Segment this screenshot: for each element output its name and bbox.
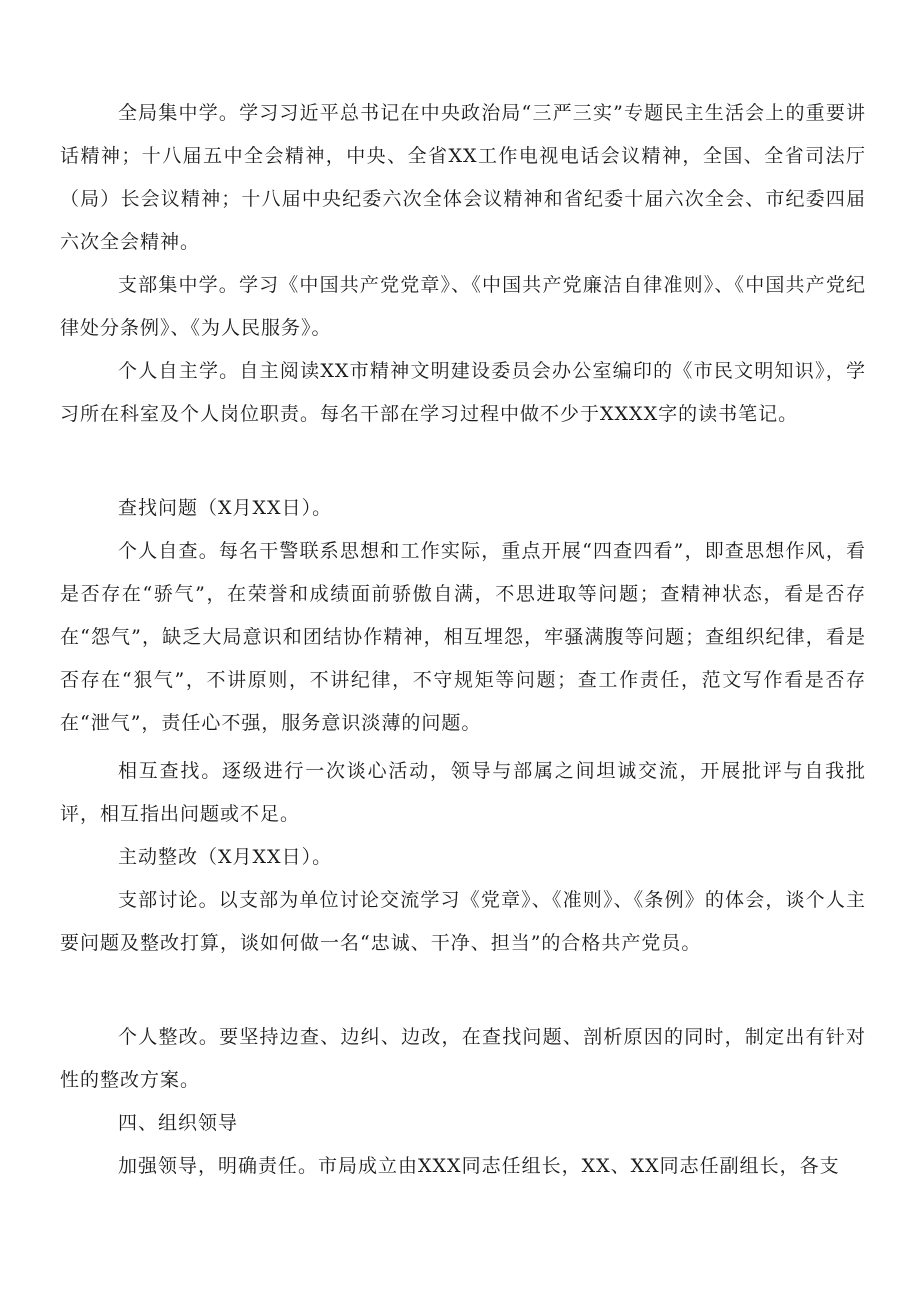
paragraph-study-bureau: 全局集中学。学习习近平总书记在中央政治局“三严三实”专题民主生活会上的重要讲话精神；十八届五中全会精神，中央、全省XX工作电视电话会议精神，全国、全省司法厅（局）长会议精神；十八届中央纪委六次全体会议精神和省纪委十届六次全会、市纪委四届六次全会精神。 [60,102,866,253]
section-find-problems: 查找问题（X月XX日）。 [118,497,333,519]
paragraph-self-rectify: 个人整改。要坚持边查、边纠、边改，在查找问题、剖析原因的同时，制定出有针对性的整改方案。 [60,1026,866,1091]
paragraph-study-self: 个人自主学。自主阅读XX市精神文明建设委员会办公室编印的《市民文明知识》，学习所在科室及个人岗位职责。每名干部在学习过程中做不少于XXXX字的读书笔记。 [60,360,866,425]
section-rectify: 主动整改（X月XX日）。 [118,846,333,868]
paragraph-branch-discussion: 支部讨论。以支部为单位讨论交流学习《党章》、《准则》、《条例》的体会，谈个人主要问题及整改打算，谈如何做一名“忠诚、干净、担当”的合格共产党员。 [60,889,866,954]
paragraph-mutual-check: 相互查找。逐级进行一次谈心活动，领导与部属之间坦诚交流，开展批评与自我批评，相互指出问题或不足。 [60,760,866,825]
paragraph-study-branch: 支部集中学。学习《中国共产党党章》、《中国共产党廉洁自律准则》、《中国共产党纪律处分条例》、《为人民服务》。 [60,274,866,339]
heading-organization-leadership: 四、组织领导 [118,1112,239,1134]
paragraph-self-check: 个人自查。每名干警联系思想和工作实际，重点开展“四查四看”，即查思想作风，看是否存在“骄气”，在荣誉和成绩面前骄傲自满，不思进取等问题；查精神状态，看是否存在“怨气”，缺乏大局意识和团结协作精神，相互埋怨，牢骚满腹等问题；查组织纪律，看是否存在“狠气”，不讲原则，不讲纪律，不守规矩等问题；查工作责任，范文写作看是否存在“泄气”，责任心不强，服务意识淡薄的问题。 [60,540,866,734]
paragraph-strengthen-leadership: 加强领导，明确责任。市局成立由XXX同志任组长，XX、XX同志任副组长，各支 [118,1155,840,1177]
